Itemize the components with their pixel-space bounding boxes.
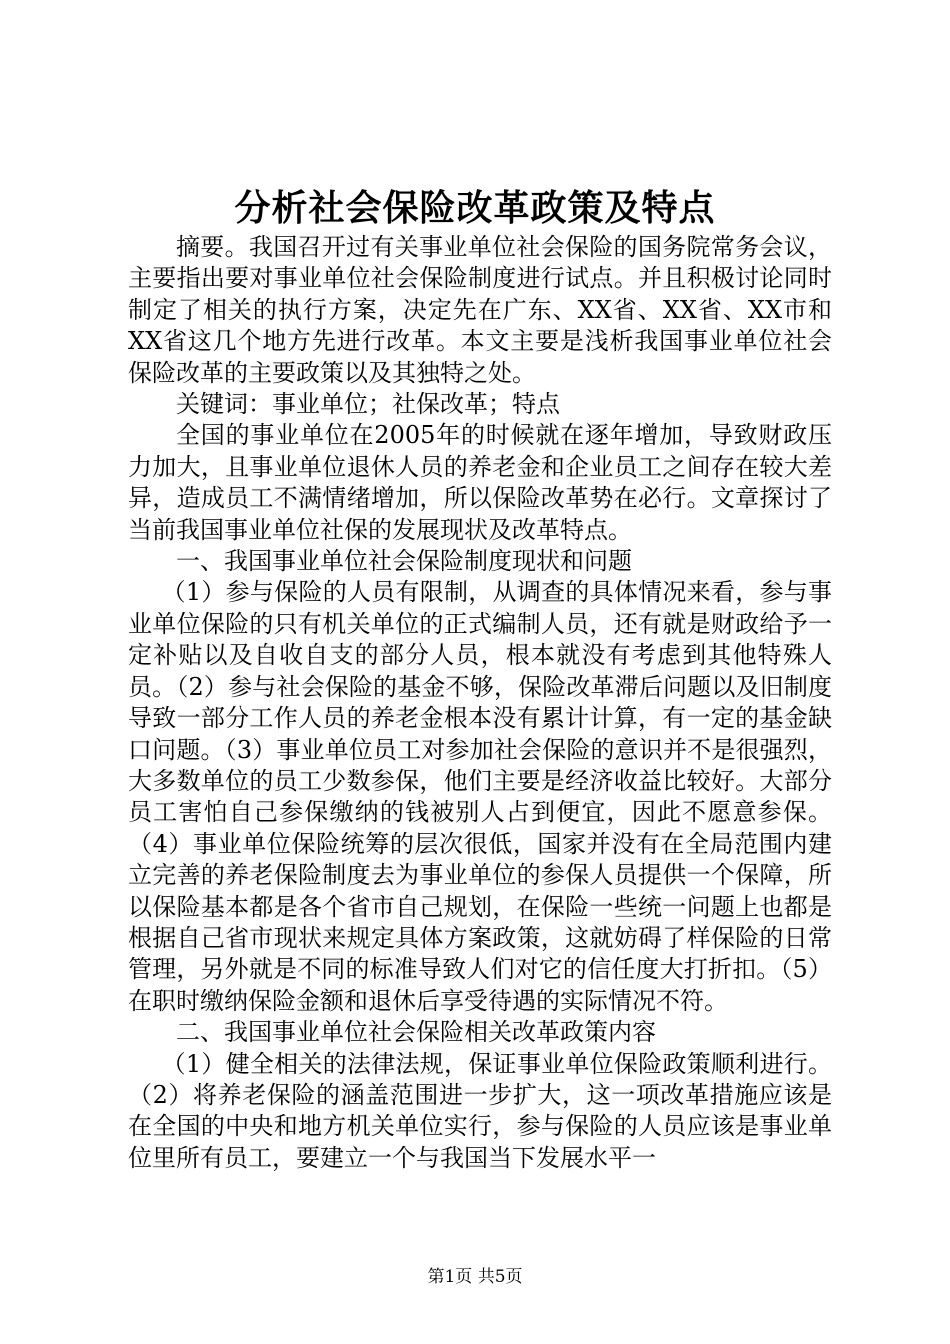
page-footer: 第1页 共5页	[427, 1267, 523, 1287]
section-1-paragraph: （1）参与保险的人员有限制，从调查的具体情况来看，参与事业单位保险的只有机关单位的正式编制人员，还有就是财政给予一定补贴以及自收自支的部分人员，根本就没有考虑到其他特殊人员。（2）参与社会保险的基金不够，保险改革滞后问题以及旧制度导致一部分工作人员的养老金根本没有累计计算，有一定的基金缺口问题。（3）事业单位员工对参加社会保险的意识并不是很强烈，大多数单位的员工少数参保，他们主要是经济收益比较好。大部分员工害怕自己参保缴纳的钱被别人占到便宜，因此不愿意参保。（4）事业单位保险统筹的层次很低，国家并没有在全局范围内建立完善的养老保险制度去为事业单位的参保人员提供一个保障，所以保险基本都是各个省市自己规划，在保险一些统一问题上也都是根据自己省市现状来规定具体方案政策，这就妨碍了样保险的日常管理，另外就是不同的标准导致人们对它的信任度大打折扣。（5）在职时缴纳保险金额和退休后享受待遇的实际情况不符。	[128, 578, 832, 1015]
section-2-paragraph: （1）健全相关的法律法规，保证事业单位保险政策顺利进行。（2）将养老保险的涵盖范围进一步扩大，这一项改革措施应该是在全国的中央和地方机关单位实行，参与保险的人员应该是事业单位里所有员工，要建立一个与我国当下发展水平一	[128, 1049, 832, 1172]
section-heading-2: 二、我国事业单位社会保险相关改革政策内容	[176, 1018, 656, 1047]
section-heading-1: 一、我国事业单位社会保险制度现状和问题	[176, 547, 632, 576]
keywords-paragraph: 关键词：事业单位；社保改革；特点	[176, 390, 560, 419]
document-body	[128, 232, 832, 1174]
abstract-paragraph: 摘要。我国召开过有关事业单位社会保险的国务院常务会议，主要指出要对事业单位社会保险制度进行试点。并且积极讨论同时制定了相关的执行方案，决定先在广东、XX省、XX省、XX市和XX省这几个地方先进行改革。本文主要是浅析我国事业单位社会保险改革的主要政策以及其独特之处。	[128, 233, 832, 387]
intro-paragraph: 全国的事业单位在2005年的时候就在逐年增加，导致财政压力加大，且事业单位退休人员的养老金和企业员工之间存在较大差异，造成员工不满情绪增加，所以保险改革势在必行。文章探讨了当前我国事业单位社保的发展现状及改革特点。	[128, 421, 832, 544]
document-title: 分析社会保险改革政策及特点	[234, 187, 716, 229]
